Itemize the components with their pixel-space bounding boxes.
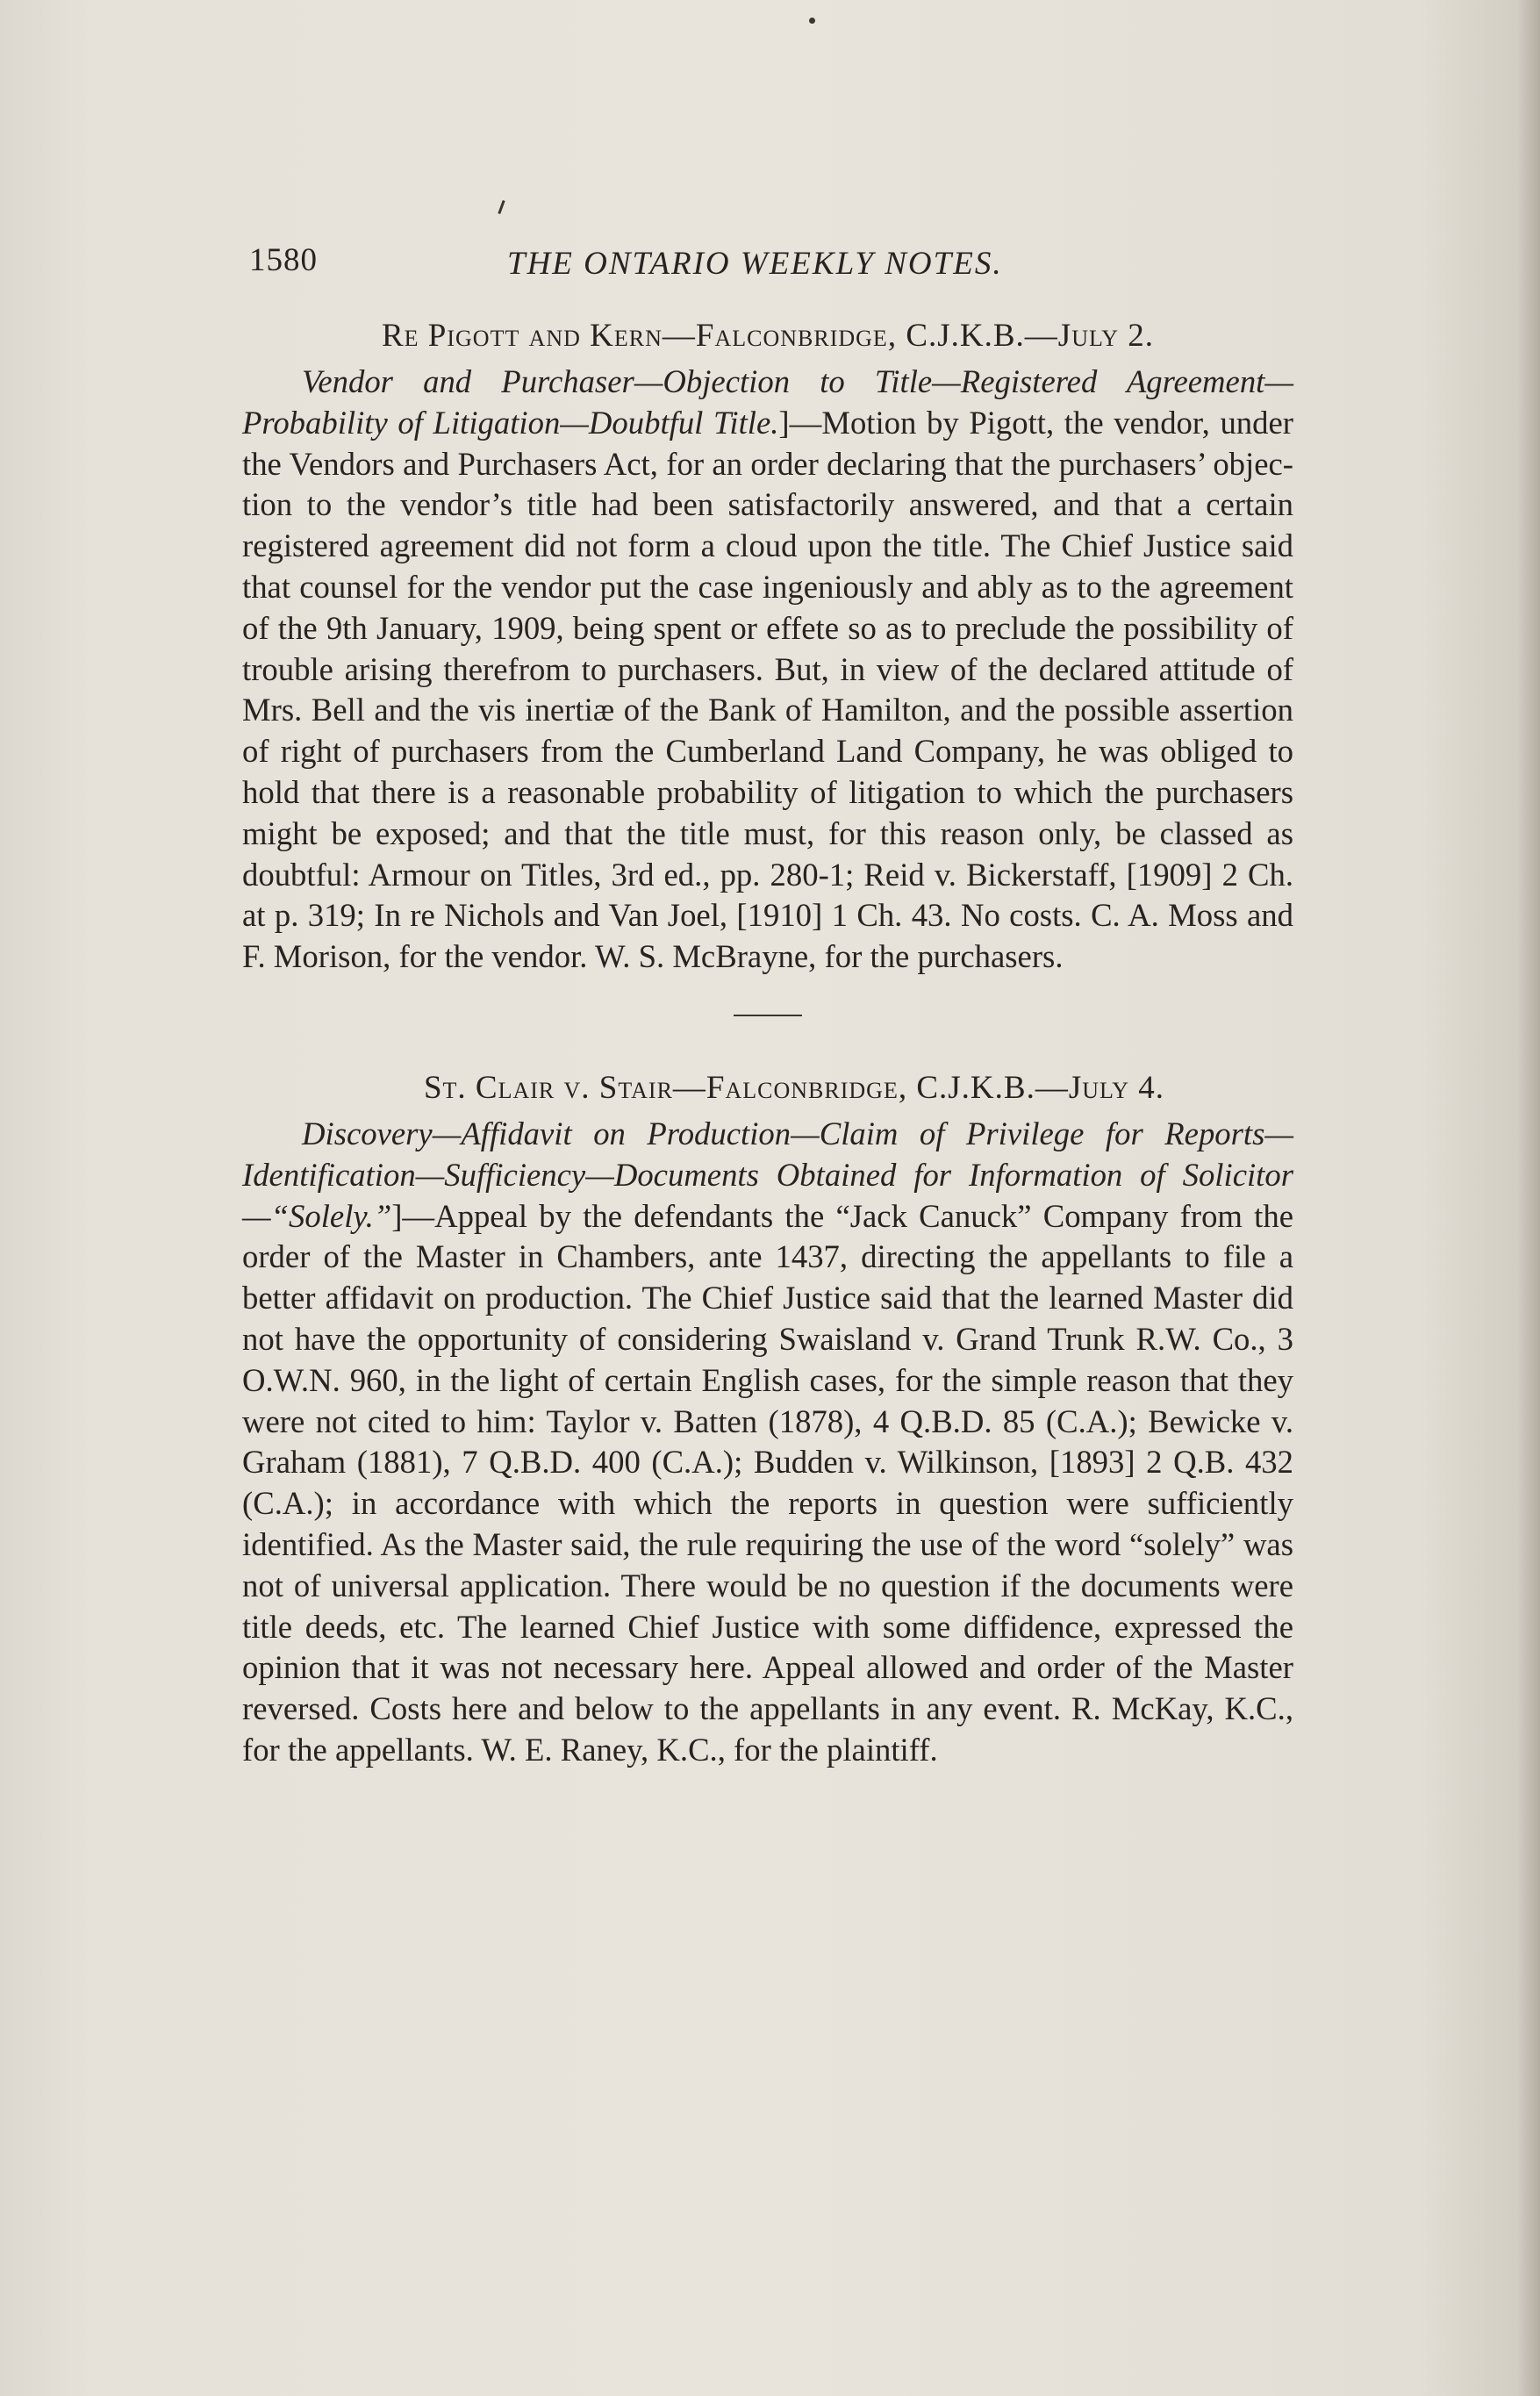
page-number: 1580	[249, 242, 318, 278]
judge-title: , C.J.K.B.	[898, 1069, 1035, 1106]
case-text	[242, 362, 1293, 978]
judge-name: Falconbridge	[706, 1069, 899, 1106]
case-heading: St. Clair v. Stair—Falconbridge, C.J.K.B.—July 4.	[423, 1069, 1165, 1106]
case-body: ]—Appeal by the defendants the “Jack Canuck” Company from the order of the Master in Chambers, ante 1437, directing the appellants to file a better affidavit on production. The Chief Justice said that the learned Master did not have the opportunity of considering Swaisland v. Grand Trunk R.W. Co., 3 O.W.N. 960, in the light of certain English cases, for the simple reason that they were not cited to him: Taylor v. Batten (1878), 4 Q.B.D. 85 (C.A.); Bewicke v. Graham (1881), 7 Q.B.D. 400 (C.A.); Budden v. Wilkinson, [1893] 2 Q.B. 432 (C.A.); in accordance with which the reports in question were sufficiently identified. As the Master said, the rule requiring the use of the word “solely” was not of universal application. There would be no question if the documents were title deeds, etc. The learned Chief Justice with some diffidence, expressed the opinion that it was not necessary here. Appeal allowed and order of the Master reversed. Costs here and below to the appellants in any event. R. McKay, K.C., for the appellants. W. E. Raney, K.C., for the plaintiff.	[242, 1197, 1293, 1768]
judge-name: Falconbridge	[695, 318, 888, 354]
case-title: Re Pigott and Kern	[381, 318, 663, 354]
ink-speck	[498, 200, 505, 214]
ink-speck	[809, 18, 815, 24]
case-heading: Re Pigott and Kern—Falconbridge, C.J.K.B.—July 2.	[381, 318, 1155, 354]
catchwords: Vendor and Purchaser—Objection to Title—Registered Agreement—Probability of Litigation—Doubtful Title.	[242, 363, 1293, 441]
journal-title: THE ONTARIO WEEKLY NOTES.	[507, 246, 1003, 282]
judgment-date: July 4.	[1068, 1069, 1165, 1106]
case-title: St. Clair v. Stair	[423, 1069, 673, 1106]
judgment-date: July 2.	[1057, 318, 1155, 354]
text-column	[242, 241, 1293, 1771]
case-text	[242, 1114, 1293, 1771]
section-divider	[734, 1015, 802, 1016]
judge-title: , C.J.K.B.	[887, 318, 1025, 354]
case-body: ]—Motion by Pigott, the vendor, under the Vendors and Purchasers Act, for an order declaring that the purchasers’ objection to the vendor’s title had been satisfactorily answered, and that a certain registered agreement did not form a cloud upon the title. The Chief Justice said that counsel for the vendor put the case ingeniously and ably as to the agreement of the 9th January, 1909, being spent or effete so as to preclude the possibility of trouble arising therefrom to purchasers. But, in view of the declared attitude of Mrs. Bell and the vis inertiæ of the Bank of Hamilton, and the possible assertion of right of purchasers from the Cumberland Land Company, he was obliged to hold that there is a reasonable probability of litigation to which the purchasers might be exposed; and that the title must, for this reason only, be classed as doubtful: Armour on Titles, 3rd ed., pp. 280-1; Reid v. Bickerstaff, [1909] 2 Ch. at p. 319; In re Nichols and Van Joel, [1910] 1 Ch. 43. No costs. C. A. Moss and F. Morison, for the vendor. W. S. McBrayne, for the purchasers.	[242, 404, 1293, 975]
running-head	[242, 241, 1293, 294]
catchwords: Discovery—Affidavit on Production—Claim of Privilege for Reports—Identification—Sufficiency—Documents Obtained for Information of Solicitor—“Solely.”	[242, 1115, 1293, 1234]
